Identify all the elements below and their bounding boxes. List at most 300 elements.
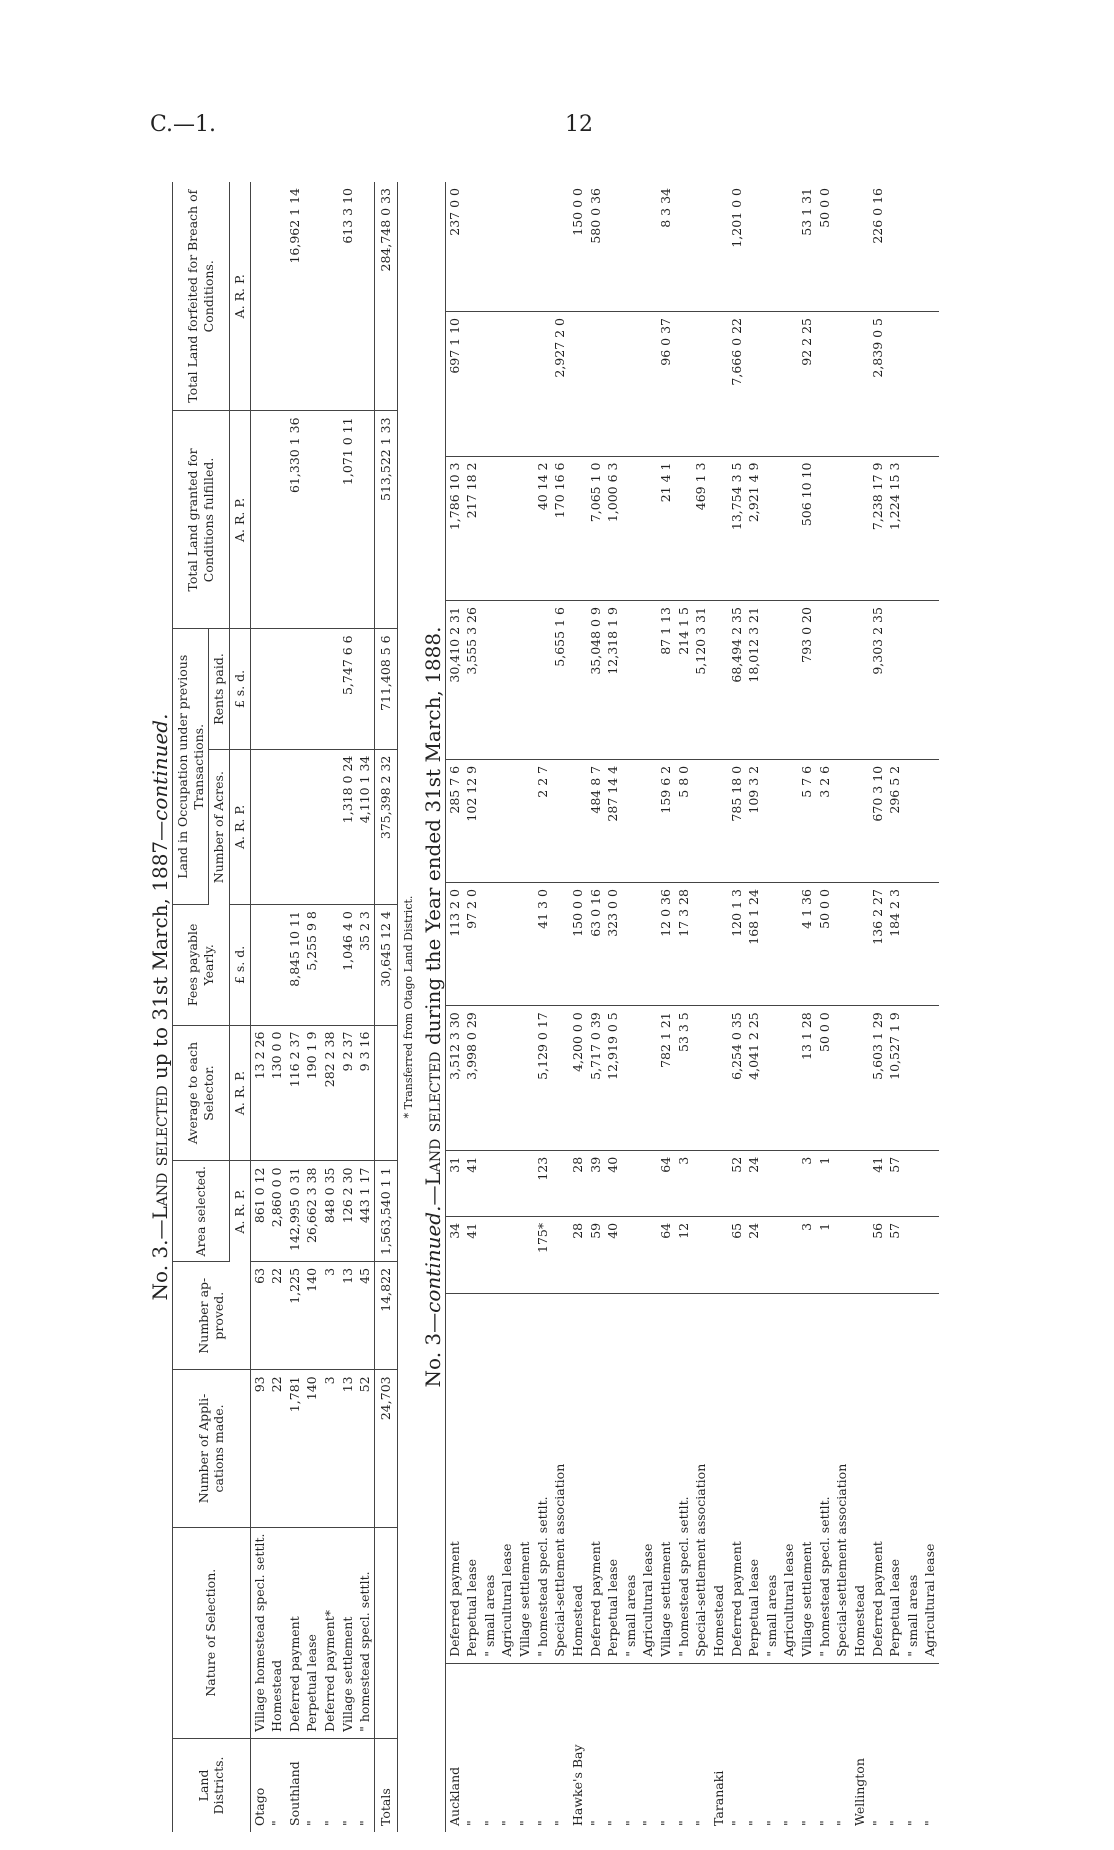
- cell-col-7: 4,110 1 34: [356, 749, 374, 905]
- cell-col-4: 861 0 12: [250, 1161, 268, 1261]
- cell-col-7: [516, 601, 534, 760]
- cell-col-9: 96 0 37: [657, 311, 675, 456]
- cell-col-2: [904, 1216, 922, 1293]
- cell-col-0: ": [746, 1820, 762, 1826]
- cell-col-9: [851, 311, 869, 456]
- cell-col-0: Auckland: [446, 1766, 462, 1826]
- cell-col-2: 41: [463, 1216, 481, 1293]
- cell-col-8: [268, 629, 286, 749]
- cell-col-9: [780, 311, 798, 456]
- cell-col-1: [374, 1527, 397, 1738]
- cell-col-5: 9 3 16: [356, 1025, 374, 1161]
- cell-col-0: ": [763, 1820, 779, 1826]
- footnote: * Transferred from Otago Land District.: [401, 895, 415, 1119]
- cell-col-0: Taranaki: [710, 1770, 726, 1826]
- cell-col-9: [675, 311, 693, 456]
- cell-col-5: [622, 883, 640, 1006]
- cell-col-6: 2 2 7: [534, 759, 552, 882]
- cell-col-2: [763, 1216, 781, 1293]
- cell-col-4: 50 0 0: [816, 1006, 834, 1151]
- cell-col-9: [710, 311, 728, 456]
- cell-col-3: [904, 1150, 922, 1216]
- cell-col-8: [921, 456, 939, 601]
- cell-col-0: ": [552, 1820, 568, 1826]
- cell-col-3: [763, 1150, 781, 1216]
- cell-col-2: 59: [587, 1216, 605, 1293]
- cell-col-1: Deferred payment*: [321, 1527, 339, 1738]
- col-nature: Nature of Selection.: [173, 1527, 251, 1738]
- cell-col-9: [516, 311, 534, 456]
- table-row: [516, 182, 534, 1832]
- cell-col-8: 506 10 10: [798, 456, 816, 601]
- cell-col-2: 1,781: [286, 1370, 304, 1527]
- cell-col-5: [551, 883, 569, 1006]
- cell-col-1: Perpetual lease: [303, 1527, 321, 1738]
- table-row: [622, 182, 640, 1832]
- cell-col-5: [516, 883, 534, 1006]
- table-row: [851, 182, 869, 1832]
- cell-col-1: Perpetual lease: [886, 1294, 904, 1664]
- cell-col-0: ": [658, 1820, 673, 1826]
- cell-col-4: [551, 1006, 569, 1151]
- cell-col-8: [303, 629, 321, 749]
- cell-col-5: 9 2 37: [339, 1025, 357, 1161]
- cell-col-9: [622, 311, 640, 456]
- cell-col-5: 13 2 26: [250, 1025, 268, 1161]
- cell-col-3: 24: [745, 1150, 763, 1216]
- table2-title: No. 3—continued.—Land selected during the Year ended 31st March, 1888.: [420, 626, 445, 1388]
- cell-col-4: 3,998 0 29: [463, 1006, 481, 1151]
- table2-body: [445, 182, 939, 1832]
- cell-col-4: [780, 1006, 798, 1151]
- cell-col-3: [622, 1150, 640, 1216]
- cell-col-4: 3,512 3 30: [445, 1006, 463, 1151]
- cell-col-5: [904, 883, 922, 1006]
- cell-col-3: 1: [816, 1150, 834, 1216]
- cell-col-9: 697 1 10: [445, 311, 463, 456]
- cell-col-2: 175*: [534, 1216, 552, 1293]
- cell-col-8: [851, 456, 869, 601]
- cell-col-7: [321, 749, 339, 905]
- cell-col-7: [851, 601, 869, 760]
- cell-col-6: 35 2 3: [356, 905, 374, 1025]
- cell-col-6: 5 8 0: [675, 759, 693, 882]
- cell-col-5: 50 0 0: [816, 883, 834, 1006]
- cell-col-5: [639, 883, 657, 1006]
- cell-col-2: 1: [816, 1216, 834, 1293]
- cell-col-2: [622, 1216, 640, 1293]
- cell-col-2: 34: [445, 1216, 463, 1293]
- cell-col-10: [321, 182, 339, 411]
- cell-col-5: [921, 883, 939, 1006]
- cell-col-4: 1,563,540 1 1: [374, 1161, 397, 1261]
- cell-col-8: 1,224 15 3: [886, 456, 904, 601]
- cell-col-7: [498, 601, 516, 760]
- cell-col-5: [498, 883, 516, 1006]
- cell-col-1: " small areas: [904, 1294, 922, 1664]
- table-row: [286, 182, 304, 1832]
- cell-col-2: 40: [604, 1216, 622, 1293]
- cell-col-6: [250, 905, 268, 1025]
- cell-col-10: 1,201 0 0: [728, 182, 746, 311]
- cell-col-5: [481, 883, 499, 1006]
- cell-col-5: [833, 883, 851, 1006]
- cell-col-10: [886, 182, 904, 311]
- cell-col-5: [710, 883, 728, 1006]
- cell-col-10: 226 0 16: [869, 182, 887, 311]
- table2: [445, 182, 940, 1832]
- cell-col-3: 22: [268, 1261, 286, 1369]
- cell-col-8: [675, 456, 693, 601]
- cell-col-10: 53 1 31: [798, 182, 816, 311]
- cell-col-7: [303, 749, 321, 905]
- cell-col-8: [780, 456, 798, 601]
- cell-col-10: [904, 182, 922, 311]
- cell-col-4: 443 1 17: [356, 1161, 374, 1261]
- cell-col-0: ": [269, 1820, 285, 1826]
- cell-col-3: 3: [321, 1261, 339, 1369]
- cell-col-9: [303, 411, 321, 629]
- cell-col-6: [904, 759, 922, 882]
- col-average: Average to each Selector.: [173, 1025, 230, 1161]
- table-row: [339, 182, 357, 1832]
- cell-col-9: [356, 411, 374, 629]
- cell-col-8: 5,747 6 6: [339, 629, 357, 749]
- cell-col-6: [639, 759, 657, 882]
- cell-col-4: [498, 1006, 516, 1151]
- cell-col-7: 18,012 3 21: [745, 601, 763, 760]
- cell-col-7: [833, 601, 851, 760]
- cell-col-8: 2,921 4 9: [745, 456, 763, 601]
- cell-col-7: 793 0 20: [798, 601, 816, 760]
- cell-col-6: [622, 759, 640, 882]
- cell-col-0: ": [640, 1820, 656, 1826]
- cell-col-4: [516, 1006, 534, 1151]
- cell-col-7: 12,318 1 9: [604, 601, 622, 760]
- cell-col-4: [622, 1006, 640, 1151]
- cell-col-2: 12: [675, 1216, 693, 1293]
- col-area: Area selected.: [173, 1161, 230, 1261]
- cell-col-4: [481, 1006, 499, 1151]
- cell-col-2: [551, 1216, 569, 1293]
- cell-col-7: 1,318 0 24: [339, 749, 357, 905]
- cell-col-0: ": [322, 1820, 337, 1826]
- cell-col-5: 282 2 38: [321, 1025, 339, 1161]
- cell-col-3: 39: [587, 1150, 605, 1216]
- cell-col-10: 613 3 10: [339, 182, 357, 411]
- cell-col-6: 287 14 4: [604, 759, 622, 882]
- cell-col-1: Homestead: [268, 1527, 286, 1738]
- cell-col-8: 711,408 5 6: [374, 629, 397, 749]
- cell-col-4: 2,860 0 0: [268, 1161, 286, 1261]
- cell-col-5: 113 2 0: [445, 883, 463, 1006]
- cell-col-2: 64: [657, 1216, 675, 1293]
- col-rents: Rents paid.: [209, 629, 230, 749]
- cell-col-7: 87 1 13: [657, 601, 675, 760]
- cell-col-10: [356, 182, 374, 411]
- cell-col-1: Perpetual lease: [604, 1294, 622, 1664]
- cell-col-5: 323 0 0: [604, 883, 622, 1006]
- cell-col-7: 375,398 2 32: [374, 749, 397, 905]
- cell-col-9: 513,522 1 33: [374, 411, 397, 629]
- cell-col-4: 13 1 28: [798, 1006, 816, 1151]
- cell-col-8: [286, 629, 304, 749]
- cell-col-4: 10,527 1 9: [886, 1006, 904, 1151]
- cell-col-2: 13: [339, 1370, 357, 1527]
- cell-col-0: ": [499, 1820, 515, 1826]
- cell-col-3: [710, 1150, 728, 1216]
- cell-col-5: 184 2 3: [886, 883, 904, 1006]
- cell-col-9: 7,666 0 22: [728, 311, 746, 456]
- table-row: [481, 182, 499, 1832]
- cell-col-2: [921, 1216, 939, 1293]
- cell-col-4: 4,200 0 0: [569, 1006, 587, 1151]
- table-row: [692, 182, 710, 1832]
- cell-col-2: 65: [728, 1216, 746, 1293]
- cell-col-9: 61,330 1 36: [286, 411, 304, 629]
- cell-col-8: [356, 629, 374, 749]
- cell-col-9: [498, 311, 516, 456]
- cell-col-3: [551, 1150, 569, 1216]
- cell-col-2: [851, 1216, 869, 1293]
- cell-col-3: [833, 1150, 851, 1216]
- cell-col-8: [622, 456, 640, 601]
- cell-col-6: 296 5 2: [886, 759, 904, 882]
- cell-col-10: [692, 182, 710, 311]
- cell-col-0: Southland: [286, 1761, 302, 1826]
- cell-col-10: [622, 182, 640, 311]
- cell-col-4: [904, 1006, 922, 1151]
- cell-col-2: 56: [869, 1216, 887, 1293]
- cell-col-0: ": [481, 1820, 497, 1826]
- cell-col-5: 136 2 27: [869, 883, 887, 1006]
- cell-col-2: 57: [886, 1216, 904, 1293]
- cell-col-10: [250, 182, 268, 411]
- table-row: [833, 182, 851, 1832]
- cell-col-0: ": [675, 1820, 691, 1826]
- cell-col-3: [639, 1150, 657, 1216]
- cell-col-2: [780, 1216, 798, 1293]
- cell-col-9: [569, 311, 587, 456]
- table-row: [569, 182, 587, 1832]
- cell-col-6: [268, 905, 286, 1025]
- cell-col-6: 484 8 7: [587, 759, 605, 882]
- table-row: [356, 182, 374, 1832]
- cell-col-6: [833, 759, 851, 882]
- cell-col-8: [498, 456, 516, 601]
- cell-col-8: [516, 456, 534, 601]
- cell-col-8: 13,754 3 5: [728, 456, 746, 601]
- table1: [172, 182, 398, 1832]
- cell-col-0: ": [605, 1820, 621, 1826]
- cell-col-0: ": [587, 1820, 603, 1826]
- cell-col-10: 16,962 1 14: [286, 182, 304, 411]
- cell-col-9: [692, 311, 710, 456]
- cell-col-1: Deferred payment: [445, 1294, 463, 1664]
- cell-col-8: [481, 456, 499, 601]
- cell-col-3: 3: [798, 1150, 816, 1216]
- cell-col-6: [481, 759, 499, 882]
- cell-col-8: 1,000 6 3: [604, 456, 622, 601]
- cell-col-5: 63 0 16: [587, 883, 605, 1006]
- cell-col-6: [569, 759, 587, 882]
- cell-col-3: [481, 1150, 499, 1216]
- cell-col-9: [921, 311, 939, 456]
- cell-col-6: [851, 759, 869, 882]
- cell-col-0: ": [834, 1820, 850, 1826]
- cell-col-5: [374, 1025, 397, 1161]
- cell-col-9: [268, 411, 286, 629]
- cell-col-7: [286, 749, 304, 905]
- cell-col-3: 3: [675, 1150, 693, 1216]
- cell-col-1: Perpetual lease: [463, 1294, 481, 1664]
- cell-col-3: [692, 1150, 710, 1216]
- cell-col-10: [268, 182, 286, 411]
- cell-col-6: [321, 905, 339, 1025]
- table-row: [303, 182, 321, 1832]
- cell-col-0: ": [517, 1820, 532, 1826]
- cell-col-1: Perpetual lease: [745, 1294, 763, 1664]
- cell-col-8: 40 14 2: [534, 456, 552, 601]
- cell-col-7: 68,494 2 35: [728, 601, 746, 760]
- cell-col-8: [569, 456, 587, 601]
- cell-col-7: [780, 601, 798, 760]
- cell-col-5: [851, 883, 869, 1006]
- cell-col-0: ": [534, 1820, 550, 1826]
- cell-col-3: 41: [869, 1150, 887, 1216]
- cell-col-10: [639, 182, 657, 311]
- unit-avg: A. R. P.: [229, 1025, 250, 1161]
- cell-col-7: 30,410 2 31: [445, 601, 463, 760]
- cell-col-9: [463, 311, 481, 456]
- cell-col-10: [551, 182, 569, 311]
- cell-col-2: 28: [569, 1216, 587, 1293]
- table-row: [780, 182, 798, 1832]
- cell-col-0: ": [869, 1820, 885, 1826]
- cell-col-7: [886, 601, 904, 760]
- cell-col-4: 53 3 5: [675, 1006, 693, 1151]
- cell-col-1: Deferred payment: [587, 1294, 605, 1664]
- table-row: [728, 182, 746, 1832]
- cell-col-7: [816, 601, 834, 760]
- cell-col-5: 130 0 0: [268, 1025, 286, 1161]
- cell-col-9: [587, 311, 605, 456]
- cell-col-10: 150 0 0: [569, 182, 587, 311]
- cell-col-10: [780, 182, 798, 311]
- cell-col-7: [921, 601, 939, 760]
- cell-col-9: 2,927 2 0: [551, 311, 569, 456]
- page-number: 12: [565, 112, 593, 137]
- cell-col-6: [710, 759, 728, 882]
- cell-col-10: [604, 182, 622, 311]
- cell-col-3: 123: [534, 1150, 552, 1216]
- cell-col-1: Agricultural lease: [921, 1294, 939, 1664]
- cell-col-2: [516, 1216, 534, 1293]
- cell-col-8: 1,786 10 3: [445, 456, 463, 601]
- cell-col-0: ": [693, 1820, 709, 1826]
- cell-col-3: 14,822: [374, 1261, 397, 1369]
- cell-col-1: Homestead: [710, 1294, 728, 1664]
- table-row: [904, 182, 922, 1832]
- table-row: [763, 182, 781, 1832]
- cell-col-4: [639, 1006, 657, 1151]
- cell-col-4: 782 1 21: [657, 1006, 675, 1151]
- cell-col-0: ": [622, 1820, 638, 1826]
- cell-col-0: ": [922, 1820, 938, 1826]
- cell-col-7: 3,555 3 26: [463, 601, 481, 760]
- table-row: [587, 182, 605, 1832]
- cell-col-2: [710, 1216, 728, 1293]
- cell-col-1: Village settlement: [798, 1294, 816, 1664]
- cell-col-5: 190 1 9: [303, 1025, 321, 1161]
- cell-col-5: 120 1 3: [728, 883, 746, 1006]
- cell-col-10: 284,748 0 33: [374, 182, 397, 411]
- cell-col-5: [763, 883, 781, 1006]
- cell-col-9: [833, 311, 851, 456]
- cell-col-0: ": [357, 1820, 373, 1826]
- cell-col-1: Deferred payment: [286, 1527, 304, 1738]
- cell-col-3: 57: [886, 1150, 904, 1216]
- table-row: [886, 182, 904, 1832]
- cell-col-4: 26,662 3 38: [303, 1161, 321, 1261]
- cell-col-1: Homestead: [569, 1294, 587, 1664]
- cell-col-8: 170 16 6: [551, 456, 569, 601]
- cell-col-2: 24: [745, 1216, 763, 1293]
- cell-col-2: [639, 1216, 657, 1293]
- cell-col-2: [692, 1216, 710, 1293]
- cell-col-1: Deferred payment: [728, 1294, 746, 1664]
- cell-col-4: 848 0 35: [321, 1161, 339, 1261]
- cell-col-0: Otago: [251, 1787, 267, 1826]
- cell-col-8: [321, 629, 339, 749]
- cell-col-5: 150 0 0: [569, 883, 587, 1006]
- cell-col-9: [816, 311, 834, 456]
- table-row: [463, 182, 481, 1832]
- unit-acres: A. R. P.: [229, 749, 250, 905]
- cell-col-4: 6,254 0 35: [728, 1006, 746, 1151]
- cell-col-6: 102 12 9: [463, 759, 481, 882]
- table-row: [869, 182, 887, 1832]
- cell-col-0: ": [887, 1820, 903, 1826]
- cell-col-2: 3: [798, 1216, 816, 1293]
- cell-col-7: [622, 601, 640, 760]
- cell-col-3: 52: [728, 1150, 746, 1216]
- col-granted: Total Land granted for Conditions fulfilled.: [173, 411, 230, 629]
- cell-col-6: [780, 759, 798, 882]
- cell-col-3: 64: [657, 1150, 675, 1216]
- cell-col-0: ": [339, 1820, 355, 1826]
- cell-col-3: 28: [569, 1150, 587, 1216]
- cell-col-1: Special-settlement association: [551, 1294, 569, 1664]
- cell-col-1: Village settlement: [339, 1527, 357, 1738]
- cell-col-4: [851, 1006, 869, 1151]
- cell-col-9: [604, 311, 622, 456]
- cell-col-4: [692, 1006, 710, 1151]
- cell-col-6: 8,845 10 11: [286, 905, 304, 1025]
- cell-col-1: Special-settlement association: [692, 1294, 710, 1664]
- col-land-districts: Land Districts.: [173, 1738, 251, 1832]
- cell-col-7: 5,120 3 31: [692, 601, 710, 760]
- cell-col-10: [481, 182, 499, 311]
- cell-col-4: 5,129 0 17: [534, 1006, 552, 1151]
- cell-col-1: " homestead specl. settlt.: [816, 1294, 834, 1664]
- cell-col-6: 285 7 6: [445, 759, 463, 882]
- unit-rents: £ s. d.: [229, 629, 250, 749]
- cell-col-1: Village settlement: [657, 1294, 675, 1664]
- cell-col-1: Agricultural lease: [498, 1294, 516, 1664]
- table-row: [250, 182, 268, 1832]
- cell-col-4: [833, 1006, 851, 1151]
